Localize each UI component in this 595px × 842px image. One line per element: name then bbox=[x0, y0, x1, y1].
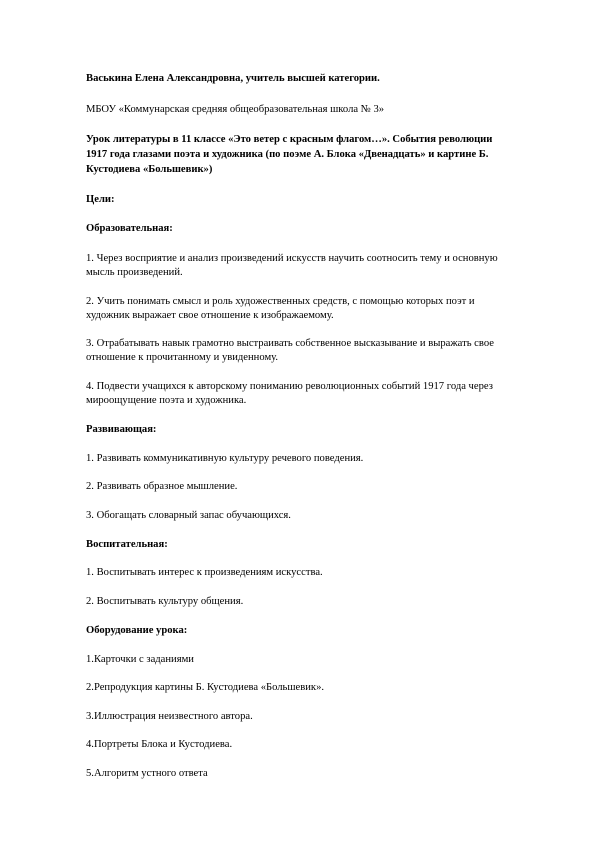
lesson-title-line-3: Кустодиева «Большевик») bbox=[86, 164, 213, 175]
equipment-item-4: 4.Портреты Блока и Кустодиева. bbox=[86, 739, 233, 750]
upbringing-heading: Воспитательная: bbox=[86, 539, 168, 550]
upbringing-item-1: 1. Воспитывать интерес к произведениям искусства. bbox=[86, 567, 323, 578]
equipment-item-5: 5.Алгоритм устного ответа bbox=[86, 768, 208, 779]
goals-heading: Цели: bbox=[86, 194, 115, 205]
developing-heading: Развивающая: bbox=[86, 424, 157, 435]
educational-heading: Образовательная: bbox=[86, 223, 173, 234]
upbringing-item-2: 2. Воспитывать культуру общения. bbox=[86, 596, 244, 607]
equipment-item-2: 2.Репродукция картины Б. Кустодиева «Большевик». bbox=[86, 682, 325, 693]
developing-item-3: 3. Обогащать словарный запас обучающихся. bbox=[86, 510, 291, 521]
educational-item-2-line-2: художник выражает свое отношение к изображаемому. bbox=[86, 310, 334, 321]
developing-item-2: 2. Развивать образное мышление. bbox=[86, 481, 238, 492]
educational-item-4-line-1: 4. Подвести учащихся к авторскому пониманию революционных событий 1917 года через bbox=[86, 381, 493, 392]
equipment-heading: Оборудование урока: bbox=[86, 625, 188, 636]
lesson-title-line-1: Урок литературы в 11 классе «Это ветер с красным флагом…». События революции bbox=[86, 134, 493, 145]
school-line: МБОУ «Коммунарская средняя общеобразовательная школа № 3» bbox=[86, 104, 385, 115]
developing-item-1: 1. Развивать коммуникативную культуру речевого поведения. bbox=[86, 453, 364, 464]
educational-item-2-line-1: 2. Учить понимать смысл и роль художественных средств, с помощью которых поэт и bbox=[86, 296, 475, 307]
equipment-item-3: 3.Иллюстрация неизвестного автора. bbox=[86, 711, 253, 722]
lesson-title-line-2: 1917 года глазами поэта и художника (по поэме А. Блока «Двенадцать» и картине Б. bbox=[86, 149, 489, 160]
educational-item-1-line-1: 1. Через восприятие и анализ произведений искусств научить соотносить тему и основную bbox=[86, 253, 498, 264]
author-line: Васькина Елена Александровна, учитель высшей категории. bbox=[86, 73, 380, 84]
educational-item-3-line-2: отношение к прочитанному и увиденному. bbox=[86, 352, 279, 363]
equipment-item-1: 1.Карточки с заданиями bbox=[86, 654, 194, 665]
educational-item-1-line-2: мысль произведений. bbox=[86, 267, 183, 278]
educational-item-3-line-1: 3. Отрабатывать навык грамотно выстраивать собственное высказывание и выражать свое bbox=[86, 338, 494, 349]
educational-item-4-line-2: мироощущение поэта и художника. bbox=[86, 395, 247, 406]
